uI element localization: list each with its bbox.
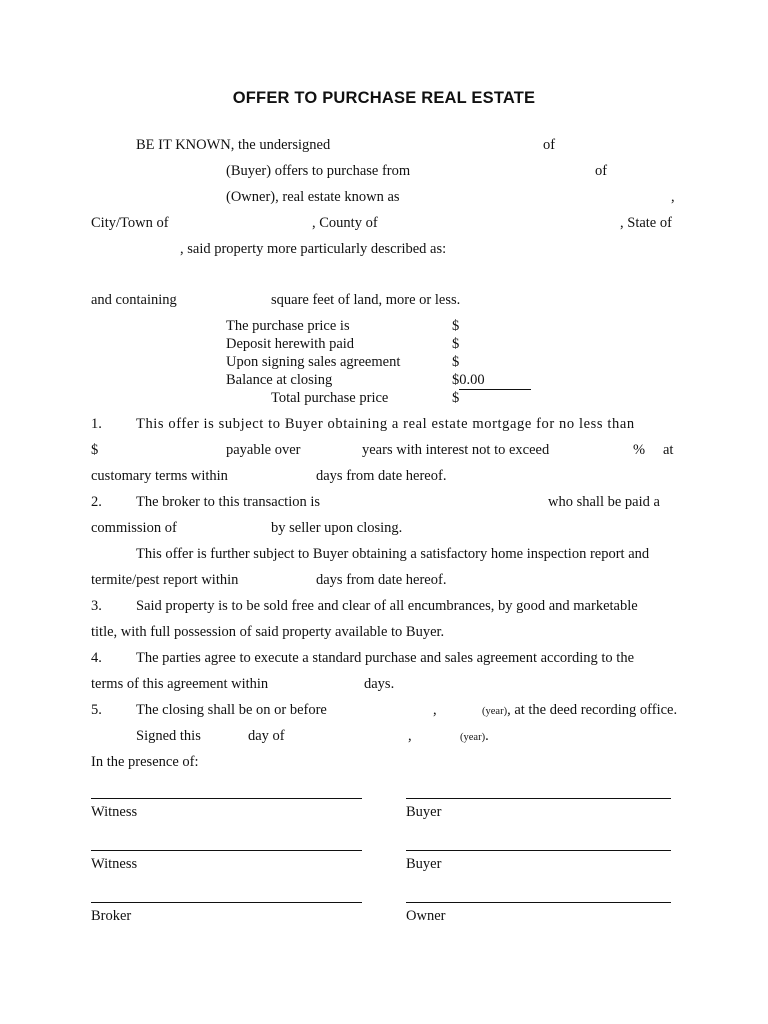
clause-5-year: (year) — [482, 706, 508, 717]
clause-1-customary: customary terms within — [91, 468, 228, 484]
intro-of-2: of — [595, 163, 608, 179]
intro-county: , County of — [312, 215, 378, 231]
intro-state: , State of — [620, 215, 672, 231]
clause-3-number: 3. — [91, 598, 102, 614]
clause-4-days: days. — [364, 676, 395, 692]
clause-4-terms: terms of this agreement within — [91, 676, 269, 692]
signed-period: . — [485, 728, 489, 744]
clause-2-seller: by seller upon closing. — [271, 520, 403, 536]
price-label-total: Total purchase price — [271, 390, 389, 406]
signature-line-broker[interactable] — [91, 902, 362, 903]
clause-1-dollar: $ — [91, 442, 99, 458]
intro-owner-real-estate: (Owner), real estate known as — [226, 189, 400, 205]
clause-2-commission: commission of — [91, 520, 177, 536]
balance-dollar: $ — [452, 372, 460, 388]
signature-line-owner[interactable] — [406, 902, 671, 903]
signature-label-buyer-2: Buyer — [406, 856, 442, 872]
price-label-signing: Upon signing sales agreement — [226, 354, 401, 370]
intro-described: , said property more particularly described as: — [180, 241, 447, 257]
document-title: OFFER TO PURCHASE REAL ESTATE — [232, 89, 536, 107]
clause-3-text-2: title, with full possession of said property available to Buyer. — [91, 624, 445, 640]
clause-5-comma: , — [433, 702, 437, 718]
price-label-purchase: The purchase price is — [226, 318, 350, 334]
clause-1-payable: payable over — [226, 442, 301, 458]
clause-2-paid: who shall be paid a — [548, 494, 660, 510]
price-value-deposit: $ — [452, 336, 460, 352]
price-value-total: $ — [452, 390, 460, 406]
clause-1-number: 1. — [91, 416, 102, 432]
clause-2b-text: This offer is further subject to Buyer obtaining a satisfactory home inspection report and — [136, 546, 650, 562]
intro-square-feet: square feet of land, more or less. — [271, 292, 461, 308]
intro-city-town: City/Town of — [91, 215, 169, 231]
clause-4-text: The parties agree to execute a standard purchase and sales agreement according to the — [136, 650, 634, 666]
clause-1-percent: % — [633, 442, 646, 458]
clause-5-tail: , at the deed recording office. — [507, 702, 678, 718]
signed-year-group — [460, 728, 489, 745]
clause-5-text: The closing shall be on or before — [136, 702, 327, 718]
intro-buyer-offers: (Buyer) offers to purchase from — [226, 163, 411, 179]
in-presence-of: In the presence of: — [91, 754, 199, 770]
signature-label-broker: Broker — [91, 908, 132, 924]
clause-5-date-tail — [482, 702, 677, 719]
clause-3-text: Said property is to be sold free and clear of all encumbrances, by good and marketable — [136, 598, 638, 614]
clause-2b-days: days from date hereof. — [316, 572, 447, 588]
signature-label-witness-2: Witness — [91, 856, 138, 872]
clause-1-text: This offer is subject to Buyer obtaining a real estate mortgage for no less than — [136, 416, 635, 432]
price-label-balance: Balance at closing — [226, 372, 333, 388]
clause-1-days: days from date hereof. — [316, 468, 447, 484]
signed-day-of: day of — [248, 728, 285, 744]
signed-comma: , — [408, 728, 412, 744]
intro-containing: and containing — [91, 292, 177, 308]
clause-1-at: at — [663, 442, 674, 458]
signature-label-witness-1: Witness — [91, 804, 138, 820]
signed-this: Signed this — [136, 728, 201, 744]
price-value-balance — [452, 372, 531, 390]
clause-5-number: 5. — [91, 702, 102, 718]
signature-line-buyer-1[interactable] — [406, 798, 671, 799]
signed-year: (year) — [460, 732, 486, 743]
signature-line-witness-2[interactable] — [91, 850, 362, 851]
clause-2-text: The broker to this transaction is — [136, 494, 321, 510]
signature-label-owner: Owner — [406, 908, 446, 924]
clause-1-years: years with interest not to exceed — [362, 442, 550, 458]
clause-4-number: 4. — [91, 650, 102, 666]
price-value-purchase: $ — [452, 318, 460, 334]
signature-line-witness-1[interactable] — [91, 798, 362, 799]
balance-amount: 0.00 — [459, 372, 531, 390]
intro-of-1: of — [543, 137, 556, 153]
intro-be-it-known: BE IT KNOWN, the undersigned — [136, 137, 331, 153]
signature-label-buyer-1: Buyer — [406, 804, 442, 820]
signature-line-buyer-2[interactable] — [406, 850, 671, 851]
clause-2-number: 2. — [91, 494, 102, 510]
price-label-deposit: Deposit herewith paid — [226, 336, 355, 352]
price-value-signing: $ — [452, 354, 460, 370]
clause-2b-termite: termite/pest report within — [91, 572, 239, 588]
intro-comma: , — [671, 189, 675, 205]
